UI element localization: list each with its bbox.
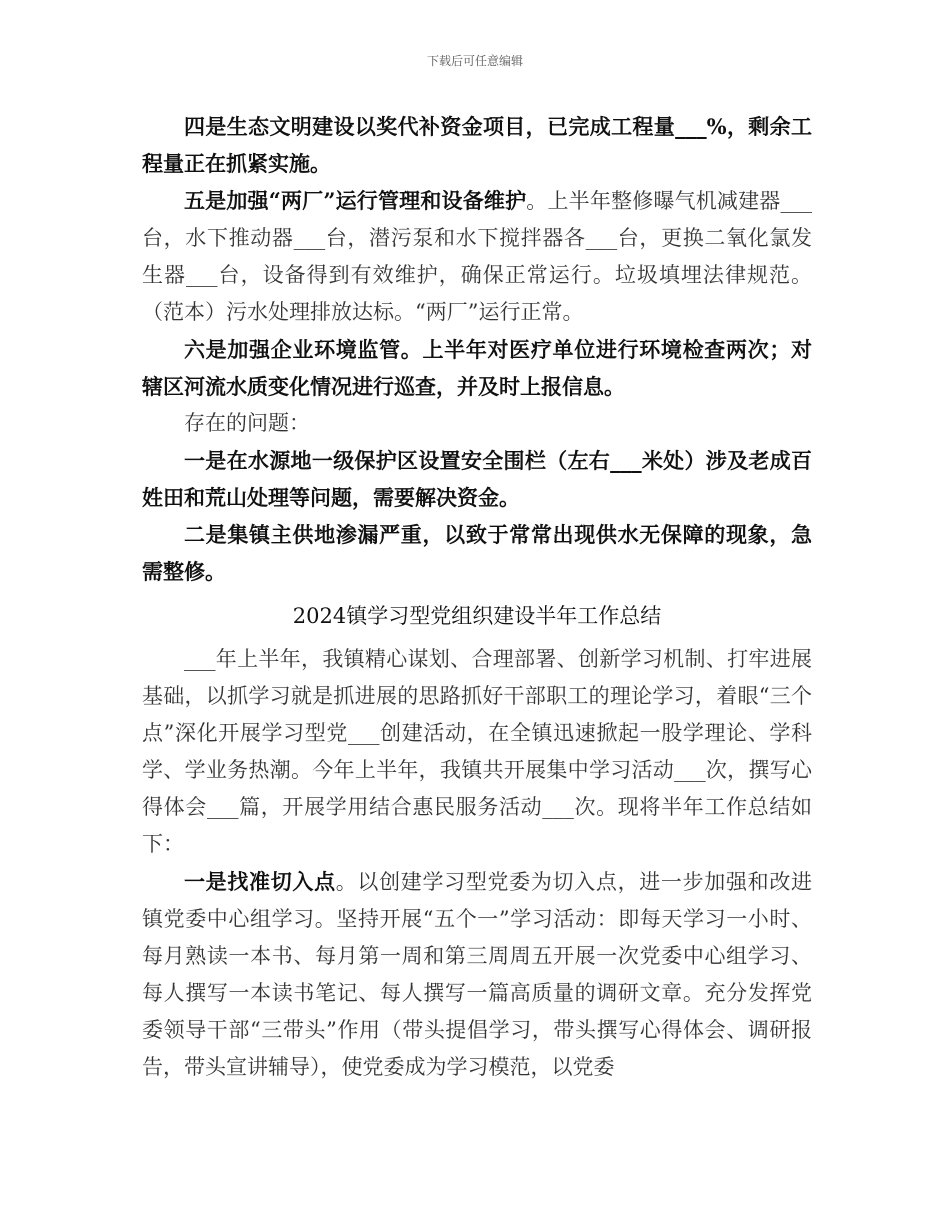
paragraph-body: 。上半年整修曝气机减建器___台，水下推动器___台，潜污泵和水下搅拌器各___台，更换二氧化氯发生器___台，设备得到有效维护，确保正常运行。垃圾填埋法律规范。（范本）污水处理排放达标。“两厂”运行正常。: [142, 189, 812, 324]
paragraph-lead: 一是找准切入点: [184, 869, 336, 894]
paragraph-plant-maintenance: [142, 182, 812, 331]
paragraph-problem-two: 二是集镇主供地渗漏严重，以致于常常出现供水无保障的现象，急需整修。: [142, 522, 812, 584]
paragraph-lead: 五是加强“两厂”运行管理和设备维护: [184, 188, 527, 213]
paragraph-problems-heading: 存在的问题：: [184, 411, 310, 435]
header-note: 下载后可任意编辑: [426, 54, 523, 68]
paragraph-problem-one: 一是在水源地一级保护区设置安全围栏（左右___米处）涉及老成百姓田和荒山处理等问题，需要解决资金。: [142, 448, 812, 510]
section-title: 2024镇学习型党组织建设半年工作总结: [292, 604, 662, 628]
document-body: [142, 108, 812, 1086]
paragraph-entry-point: [142, 863, 812, 1086]
paragraph-body: 。以创建学习型党委为切入点，进一步加强和改进镇党委中心组学习。坚持开展“五个一”学习活动：即每天学习一小时、每月熟读一本书、每月第一周和第三周周五开展一次党委中心组学习、每人撰写一本读书笔记、每人撰写一篇高质量的调研文章。充分发挥党委领导干部“三带头”作用（带头提倡学习，带头撰写心得体会、调研报告，带头宣讲辅导），使党委成为学习模范，以党委: [142, 870, 812, 1079]
paragraph-eco-project: 四是生态文明建设以奖代补资金项目，已完成工程量___%，剩余工程量正在抓紧实施。: [142, 114, 812, 176]
paragraph-intro: ___年上半年，我镇精心谋划、合理部署、创新学习机制、打牢进展基础，以抓学习就是抓进展的思路抓好干部职工的理论学习，着眼“三个点”深化开展学习型党___创建活动，在全镇迅速掀起一股学理论、学科学、学业务热潮。今年上半年，我镇共开展集中学习活动___次，撰写心得体会___篇，开展学用结合惠民服务活动___次。现将半年工作总结如下：: [142, 647, 812, 856]
paragraph-enterprise-supervision: 六是加强企业环境监管。上半年对医疗单位进行环境检查两次；对辖区河流水质变化情况进行巡查，并及时上报信息。: [142, 337, 812, 399]
